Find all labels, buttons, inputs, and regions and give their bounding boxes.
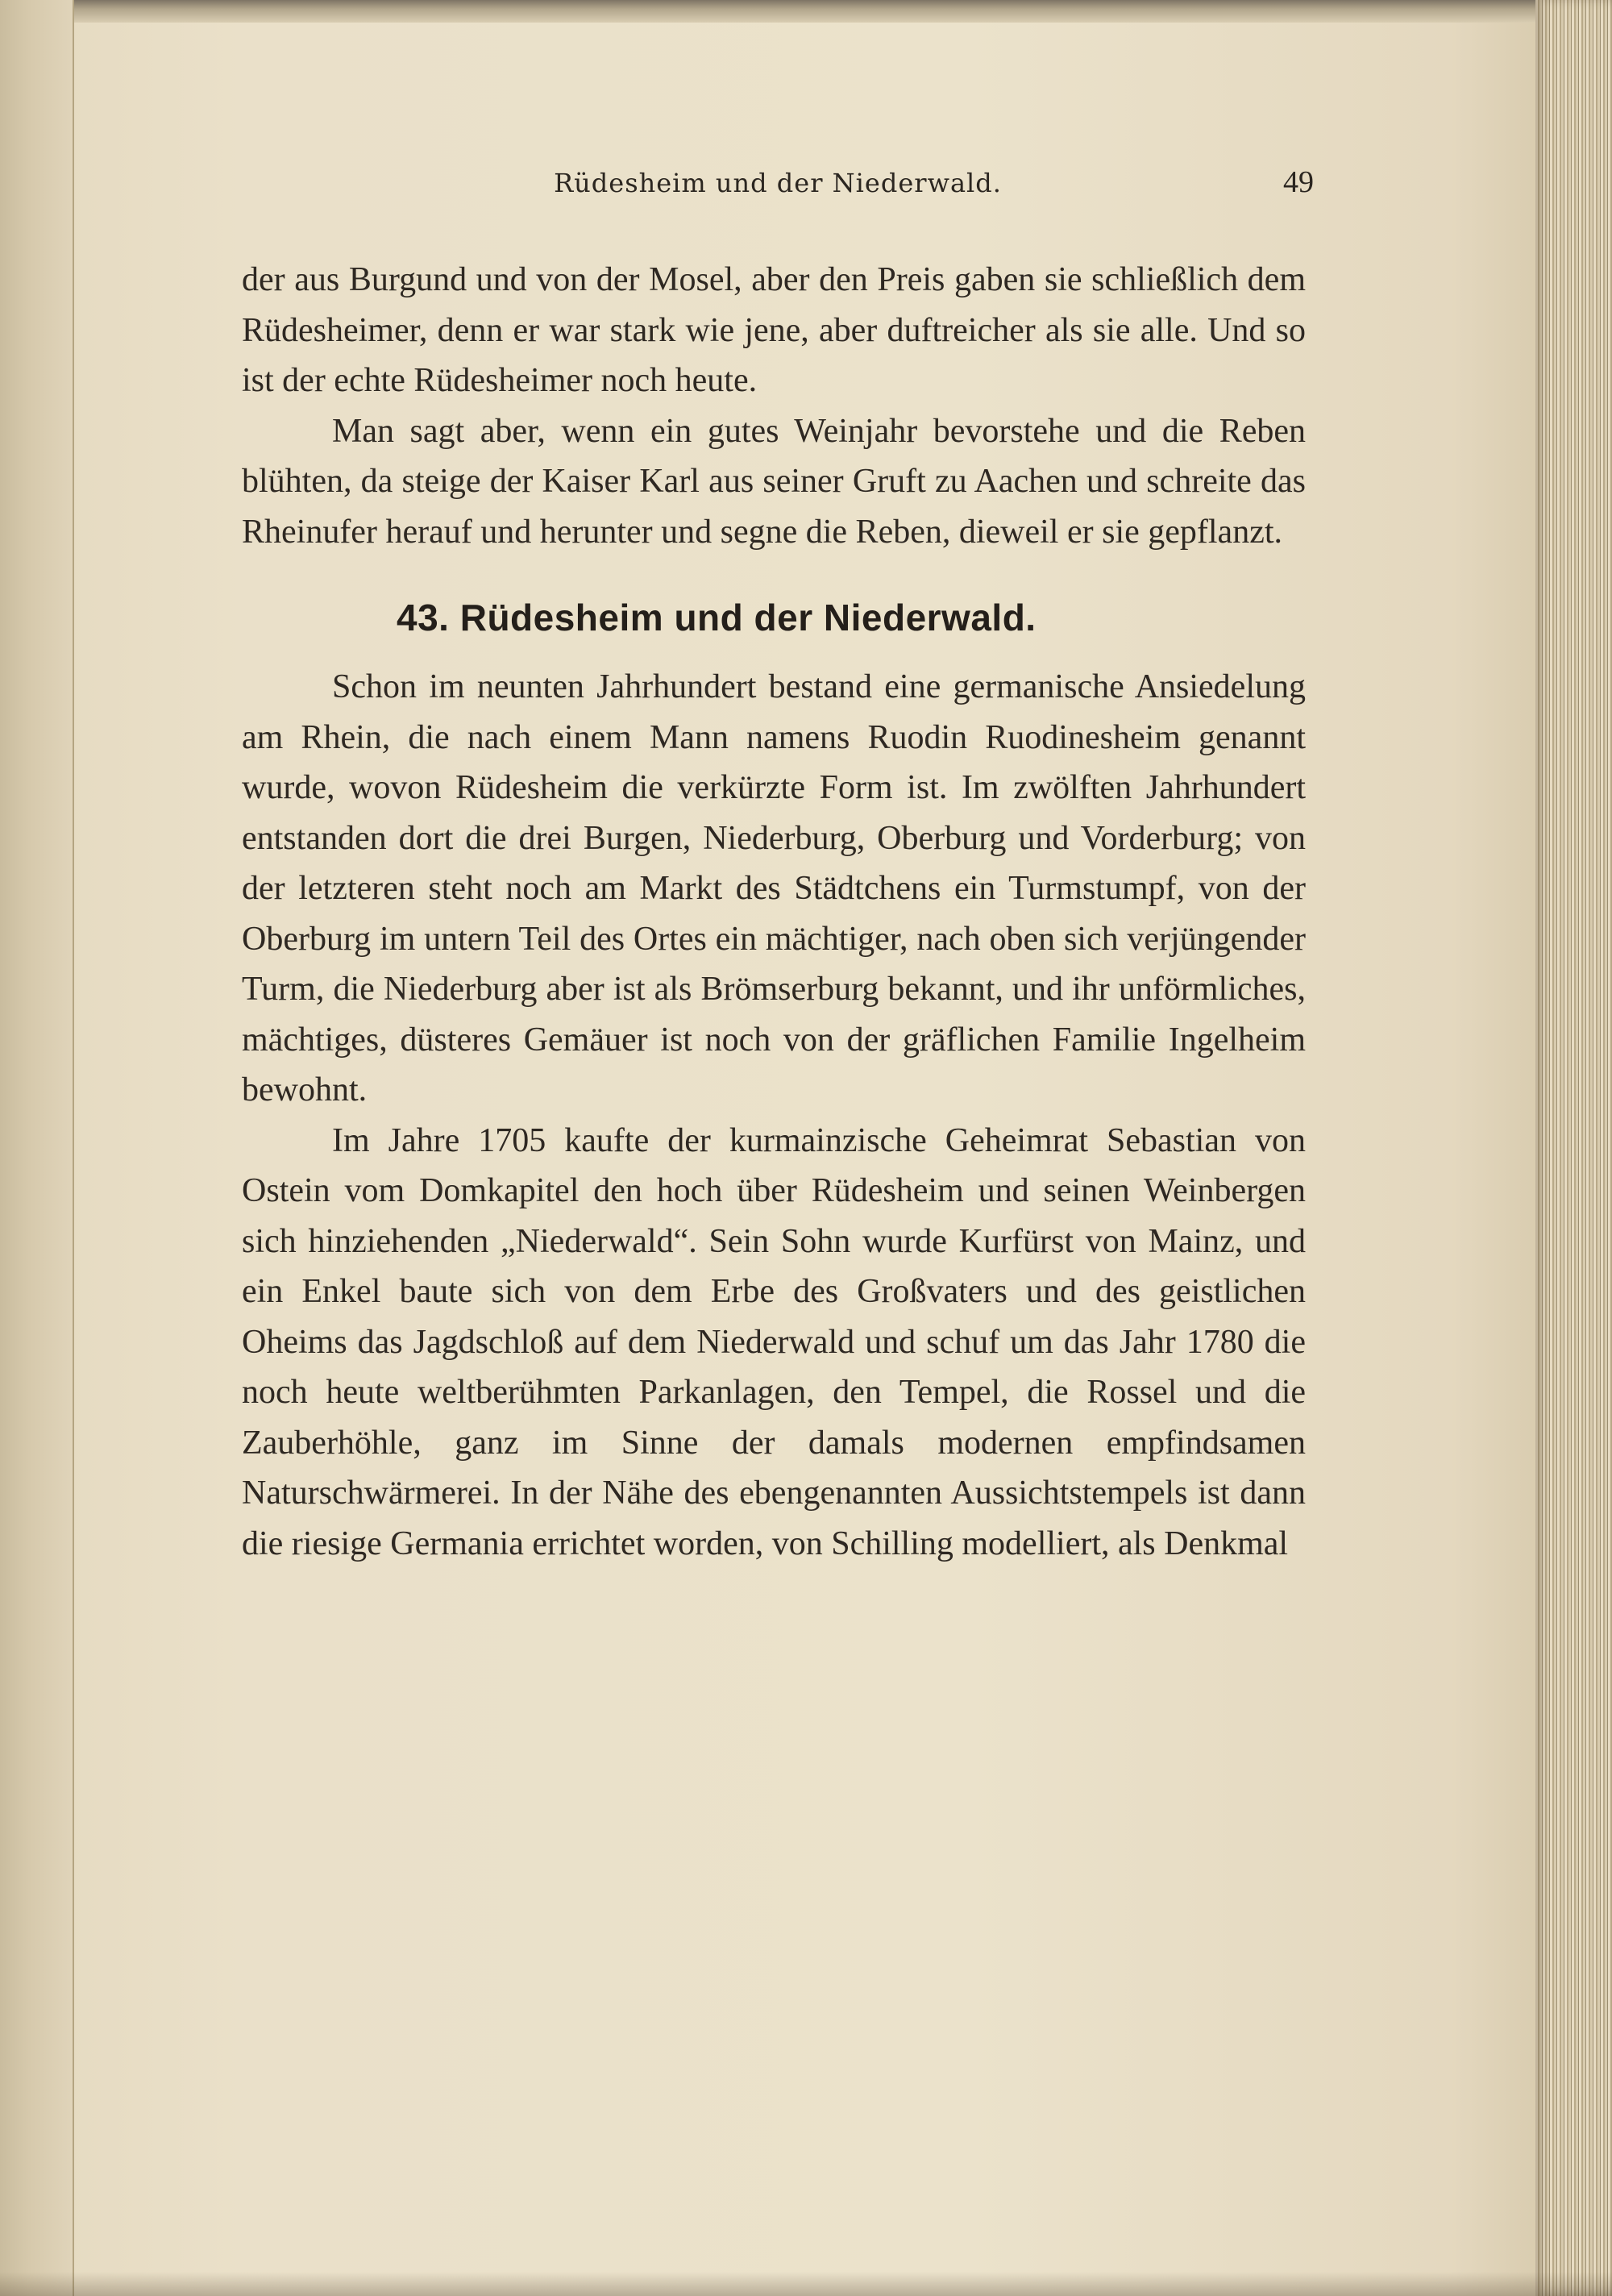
page-top-edge: [73, 0, 1535, 23]
section-heading: 43. Rüdesheim und der Niederwald.: [397, 597, 1037, 638]
section-text: [242, 662, 1306, 1569]
page-number: 49: [1283, 165, 1314, 199]
page-stack-edges: [1535, 0, 1612, 2296]
paragraph: Im Jahre 1705 kaufte der kurmainzische Geheimrat Sebastian von Ostein vom Domkapitel den hoch über Rüdesheim und seinen Weinbergen sich hinziehenden „Niederwald“. Sein Sohn wurde Kurfürst von Mainz, und ein Enkel baute sich von dem Erbe des Großvaters und des geistlichen Oheims das Jagdschloß auf dem Niederwald und schuf um das Jahr 1780 die noch heute weltberühmten Parkanlagen, den Tempel, die Rossel und die Zauberhöhle, ganz im Sinne der damals modernen empfindsamen Naturschwärmerei. In der Nähe des ebengenannten Aussichtstempels ist dann die riesige Germania errichtet worden, von Schilling modelliert, als Denkmal: [242, 1121, 1306, 1562]
page-bottom-shadow: [0, 2272, 1612, 2296]
paragraph: der aus Burgund und von der Mosel, aber den Preis gaben sie schließlich dem Rüdesheimer, denn er war stark wie jene, aber duftreicher als sie alle. Und so ist der echte Rüdesheimer noch heute.: [242, 261, 1306, 399]
page-header: [242, 165, 1314, 216]
book-gutter: [0, 0, 74, 2296]
paragraph: Schon im neunten Jahrhundert bestand eine germanische Ansiedelung am Rhein, die nach einem Mann namens Ruodin Ruodinesheim genannt wurde, wovon Rüdesheim die verkürzte Form ist. Im zwölften Jahrhundert entstanden dort die drei Burgen, Niederburg, Oberburg und Vorderburg; von der letzteren steht noch am Markt des Städtchens ein Turmstumpf, von der Oberburg im untern Teil des Ortes ein mächtiger, nach oben sich verjüngender Turm, die Niederburg aber ist als Brömserburg bekannt, und ihr unförmliches, mächtiges, düsteres Gemäuer ist noch von der gräflichen Familie Ingelheim bewohnt.: [242, 668, 1306, 1108]
paragraph: Man sagt aber, wenn ein gutes Weinjahr bevorstehe und die Reben blühten, da steige der Kaiser Karl aus seiner Gruft zu Aachen und schreite das Rheinufer herauf und herunter und segne die Reben, dieweil er sie gepflanzt.: [242, 412, 1306, 551]
running-title: Rüdesheim und der Niederwald.: [554, 168, 1002, 198]
page-body: [242, 255, 1306, 1569]
previous-section-text: [242, 255, 1306, 557]
